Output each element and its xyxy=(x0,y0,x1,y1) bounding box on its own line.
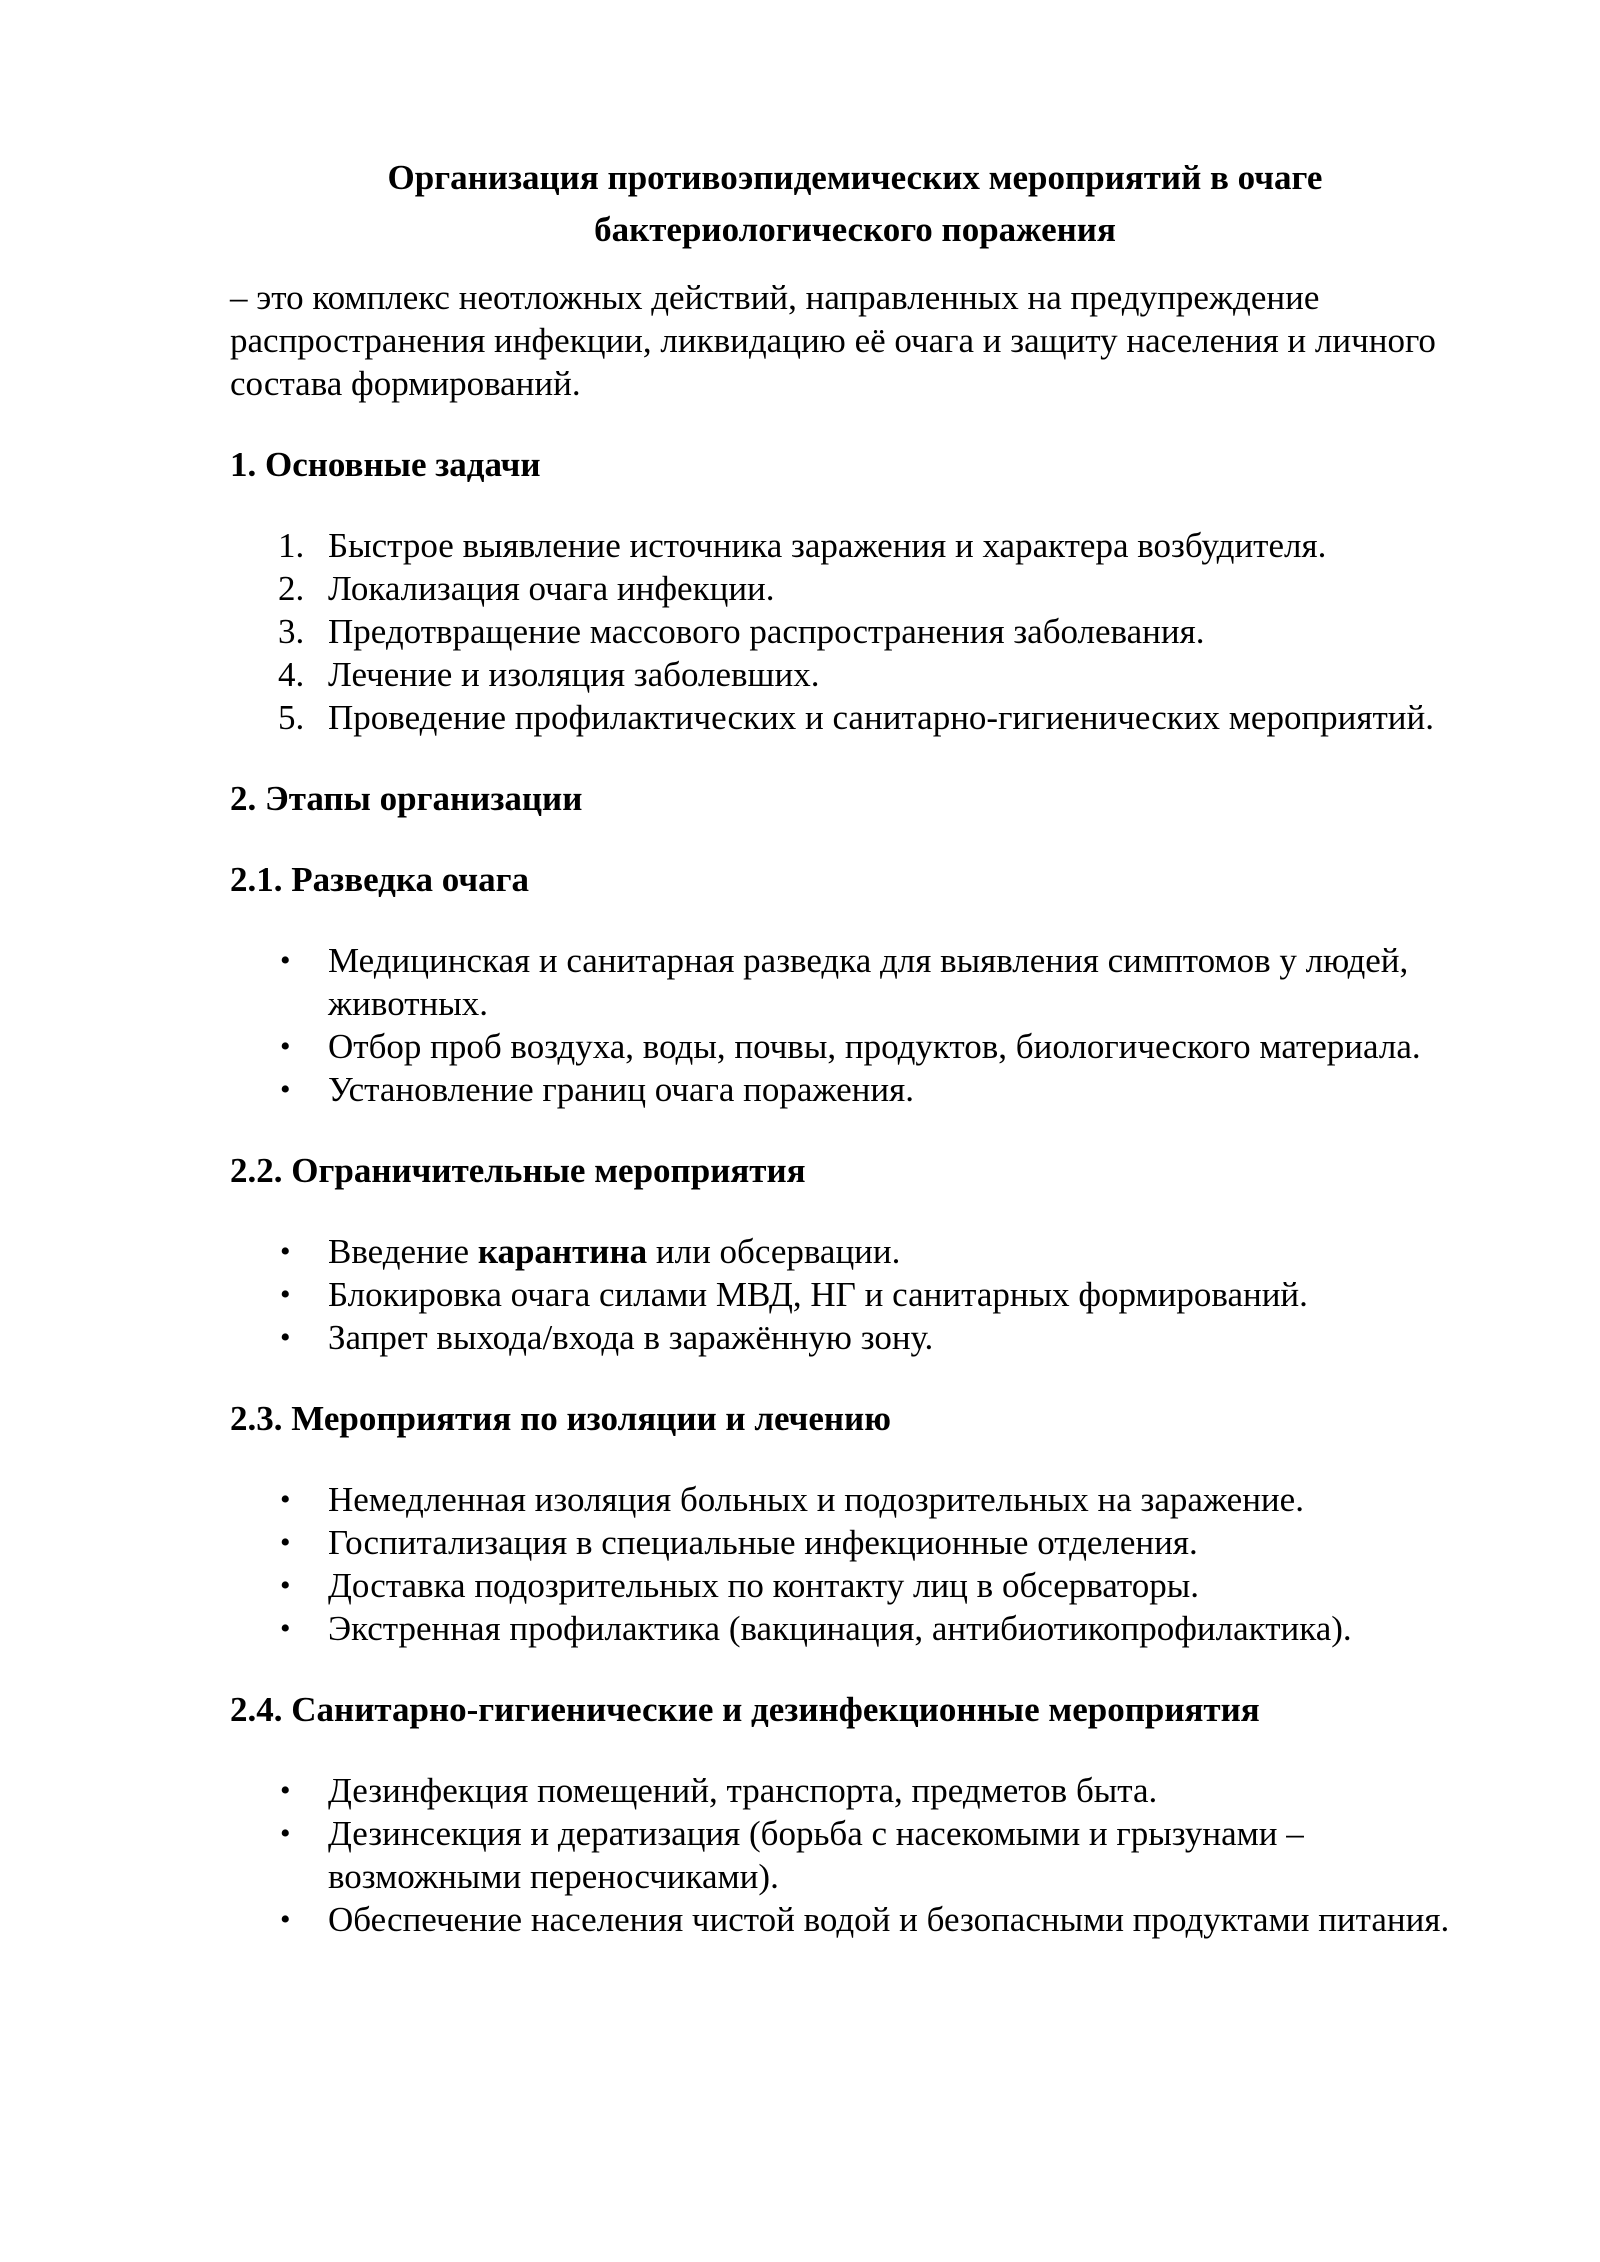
list-item-text: Госпитализация в специальные инфекционные отделения. xyxy=(328,1523,1198,1562)
list-item xyxy=(230,653,1460,696)
list-number: 2. xyxy=(278,569,305,608)
bullet-icon: • xyxy=(280,1569,291,1602)
list-item-text: Дезинфекция помещений, транспорта, предметов быта. xyxy=(328,1771,1158,1810)
list-item-text: Запрет выхода/входа в заражённую зону. xyxy=(328,1318,934,1357)
sanitary-list xyxy=(230,1769,1460,1941)
section-heading-isolation: 2.3. Мероприятия по изоляции и лечению xyxy=(230,1399,891,1438)
list-item xyxy=(230,1025,1460,1068)
list-item xyxy=(230,567,1460,610)
document-body xyxy=(230,276,1460,1941)
list-item-text: Установление границ очага поражения. xyxy=(328,1070,914,1109)
section-heading-stages: 2. Этапы организации xyxy=(230,779,583,818)
intro-paragraph: – это комплекс неотложных действий, направленных на предупреждение распространения инфекции, ликвидацию её очага и защиту населения и личного состава формирований. xyxy=(230,278,1436,403)
list-item xyxy=(230,1521,1460,1564)
list-item-text: Доставка подозрительных по контакту лиц в обсерваторы. xyxy=(328,1566,1200,1605)
bullet-icon: • xyxy=(280,1903,291,1936)
list-number: 3. xyxy=(278,612,305,651)
list-item-text: Проведение профилактических и санитарно-гигиенических мероприятий. xyxy=(328,698,1435,737)
list-item-text: Локализация очага инфекции. xyxy=(328,569,775,608)
list-item-text: Лечение и изоляция заболевших. xyxy=(328,655,820,694)
list-item xyxy=(230,610,1460,653)
bullet-icon: • xyxy=(280,1817,291,1850)
list-item xyxy=(230,1230,1460,1273)
list-item-text: Медицинская и санитарная разведка для выявления симптомов у людей, животных. xyxy=(328,941,1409,1023)
bullet-icon: • xyxy=(280,1321,291,1354)
list-item-text: Обеспечение населения чистой водой и безопасными продуктами питания. xyxy=(328,1900,1450,1939)
list-number: 4. xyxy=(278,655,305,694)
list-item-text-suffix: или обсервации. xyxy=(647,1232,901,1271)
list-item xyxy=(230,1478,1460,1521)
reconnaissance-list xyxy=(230,939,1460,1111)
list-item-text: Отбор проб воздуха, воды, почвы, продуктов, биологического материала. xyxy=(328,1027,1421,1066)
tasks-list xyxy=(230,524,1460,739)
restrictive-list xyxy=(230,1230,1460,1359)
bullet-icon: • xyxy=(280,1483,291,1516)
list-item-text: Немедленная изоляция больных и подозрительных на заражение. xyxy=(328,1480,1304,1519)
list-number: 1. xyxy=(278,526,305,565)
document-title xyxy=(230,152,1480,256)
list-item xyxy=(230,1769,1460,1812)
bullet-icon: • xyxy=(280,1526,291,1559)
list-item-text: Блокировка очага силами МВД, НГ и санитарных формирований. xyxy=(328,1275,1308,1314)
list-item xyxy=(230,1898,1460,1941)
bullet-icon: • xyxy=(280,1612,291,1645)
list-item xyxy=(230,939,1460,1025)
quarantine-term: карантина xyxy=(477,1232,648,1271)
section-heading-restrictive: 2.2. Ограничительные мероприятия xyxy=(230,1151,806,1190)
list-item xyxy=(230,1607,1460,1650)
list-item-text: Дезинсекция и дератизация (борьба с насекомыми и грызунами – возможными переносчиками). xyxy=(328,1814,1304,1896)
isolation-list xyxy=(230,1478,1460,1650)
list-item xyxy=(230,1564,1460,1607)
bullet-icon: • xyxy=(280,944,291,977)
bullet-icon: • xyxy=(280,1774,291,1807)
title-line-1: Организация противоэпидемических мероприятий в очаге xyxy=(387,158,1323,197)
bullet-icon: • xyxy=(280,1030,291,1063)
list-item xyxy=(230,1812,1460,1898)
list-item xyxy=(230,1316,1460,1359)
list-item xyxy=(230,1068,1460,1111)
section-heading-sanitary: 2.4. Санитарно-гигиенические и дезинфекционные мероприятия xyxy=(230,1690,1260,1729)
title-line-2: бактериологического поражения xyxy=(594,210,1116,249)
bullet-icon: • xyxy=(280,1278,291,1311)
list-item xyxy=(230,696,1460,739)
list-number: 5. xyxy=(278,698,305,737)
list-item-text: Предотвращение массового распространения заболевания. xyxy=(328,612,1205,651)
section-heading-tasks: 1. Основные задачи xyxy=(230,445,541,484)
list-item-text: Экстренная профилактика (вакцинация, антибиотикопрофилактика). xyxy=(328,1609,1352,1648)
list-item xyxy=(230,524,1460,567)
list-item-text: Быстрое выявление источника заражения и характера возбудителя. xyxy=(328,526,1327,565)
list-item-text-prefix: Введение xyxy=(328,1232,478,1271)
section-heading-reconnaissance: 2.1. Разведка очага xyxy=(230,860,529,899)
list-item xyxy=(230,1273,1460,1316)
bullet-icon: • xyxy=(280,1073,291,1106)
bullet-icon: • xyxy=(280,1235,291,1268)
